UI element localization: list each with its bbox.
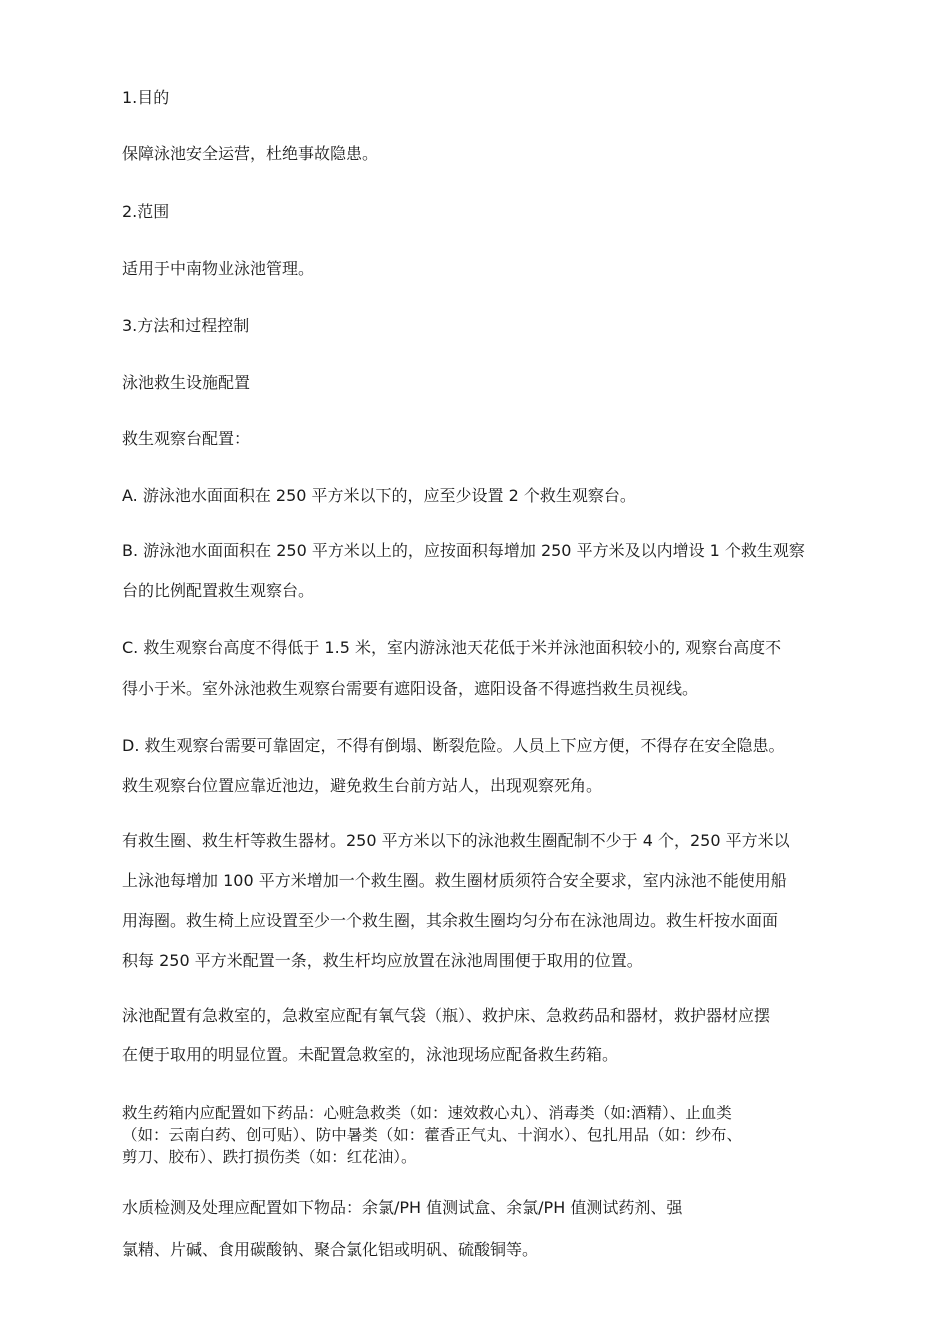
section-title: 泳池救生设施配置	[122, 373, 251, 392]
paragraph-d-line: 救生观察台位置应靠近池边，避免救生台前方站人，出现观察死角。	[122, 776, 603, 795]
paragraph-medicine-line: （如：云南白药、创可贴）、防中暑类（如：藿香正气丸、十润水）、包扎用品（如：纱布、	[122, 1126, 743, 1144]
paragraph-firstaid-line: 在便于取用的明显位置。未配置急救室的，泳池现场应配备救生药箱。	[122, 1045, 619, 1064]
paragraph-water-line: 水质检测及处理应配置如下物品：余氯/PH 值测试盒、余氯/PH 值测试药剂、强	[122, 1198, 683, 1217]
paragraph-b-line: 台的比例配置救生观察台。	[122, 581, 315, 600]
paragraph-c-line: C. 救生观察台高度不得低于 1.5 米，室内游泳池天花低于米并泳池面积较小的, 观察台高度不	[122, 638, 782, 657]
paragraph-rings-line: 积每 250 平方米配置一条，救生杆均应放置在泳池周围便于取用的位置。	[122, 951, 643, 970]
paragraph-medicine-line: 剪刀、胶布）、跌打损伤类（如：红花油）。	[122, 1148, 417, 1166]
heading-purpose: 1.目的	[122, 88, 170, 107]
paragraph-d-line: D. 救生观察台需要可靠固定，不得有倒塌、断裂危险。人员上下应方便，不得存在安全隐患。	[122, 736, 785, 755]
paragraph-medicine-line: 救生药箱内应配置如下药品：心赃急救类（如：速效救心丸）、消毒类（如:酒精）、止血类	[122, 1104, 732, 1122]
paragraph-rings-line: 用海圈。救生椅上应设置至少一个救生圈，其余救生圈均匀分布在泳池周边。救生杆按水面面	[122, 911, 779, 930]
heading-scope: 2.范围	[122, 202, 170, 221]
sub-title: 救生观察台配置：	[122, 429, 251, 448]
purpose-text: 保障泳池安全运营，杜绝事故隐患。	[122, 144, 379, 163]
paragraph-a-line: A. 游泳池水面面积在 250 平方米以下的，应至少设置 2 个救生观察台。	[122, 486, 636, 505]
scope-text: 适用于中南物业泳池管理。	[122, 259, 315, 278]
heading-method: 3.方法和过程控制	[122, 316, 250, 335]
paragraph-b-line: B. 游泳池水面面积在 250 平方米以上的，应按面积每增加 250 平方米及以内增设 1 个救生观察	[122, 541, 805, 560]
paragraph-c-line: 得小于米。室外泳池救生观察台需要有遮阳设备，遮阳设备不得遮挡救生员视线。	[122, 679, 699, 698]
paragraph-rings-line: 有救生圈、救生杆等救生器材。250 平方米以下的泳池救生圈配制不少于 4 个，250 平方米以	[122, 831, 790, 850]
paragraph-water-line: 氯精、片碱、食用碳酸钠、聚合氯化铝或明矾、硫酸铜等。	[122, 1240, 539, 1259]
paragraph-rings-line: 上泳池每增加 100 平方米增加一个救生圈。救生圈材质须符合安全要求，室内泳池不能使用船	[122, 871, 787, 890]
paragraph-firstaid-line: 泳池配置有急救室的，急救室应配有氧气袋（瓶）、救护床、急救药品和器材，救护器材应摆	[122, 1006, 771, 1025]
